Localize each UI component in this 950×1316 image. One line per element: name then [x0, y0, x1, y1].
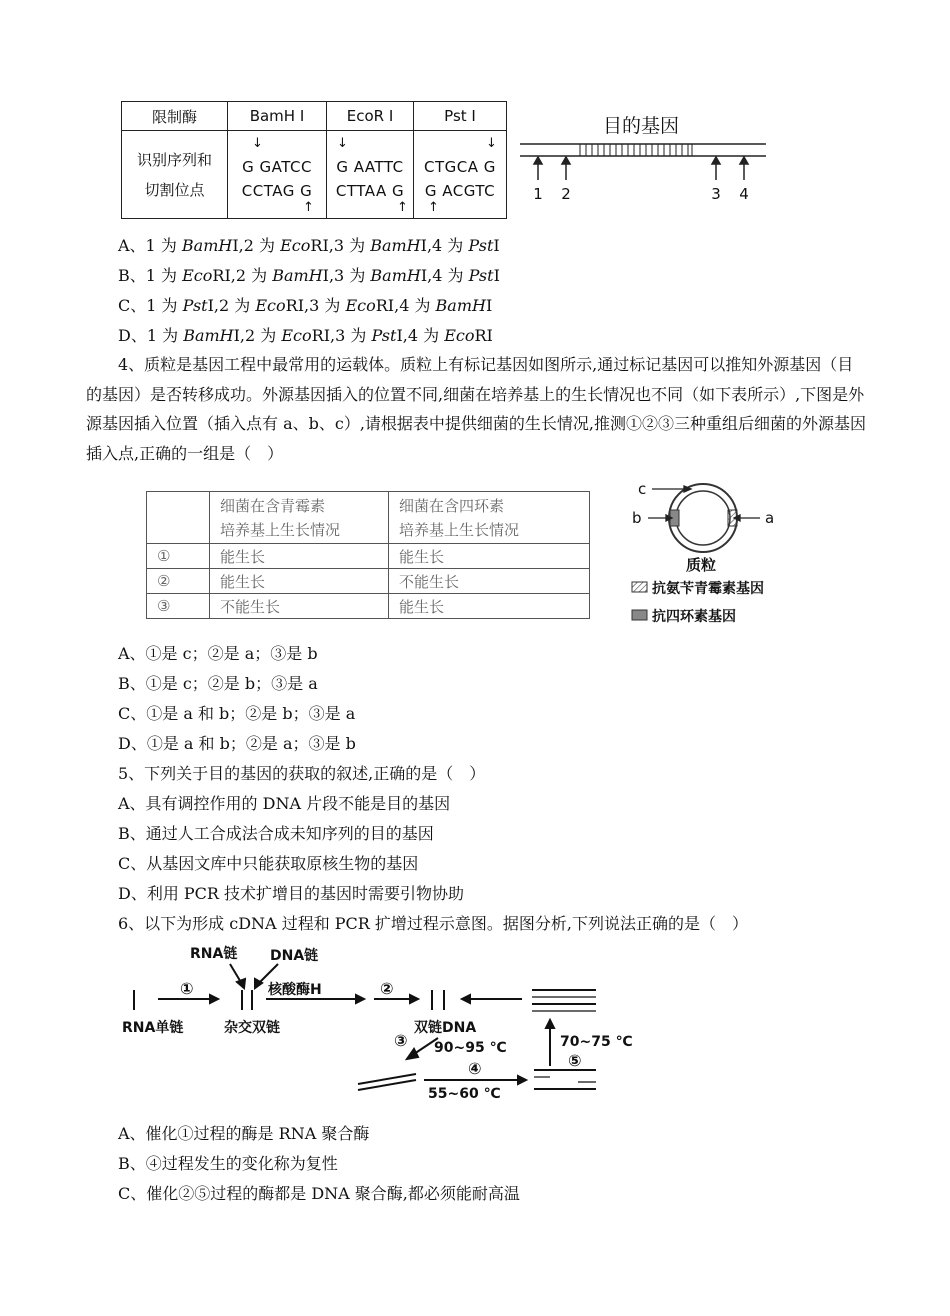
q3-option-d [118, 326, 493, 346]
plasmid-figure [628, 478, 818, 630]
option-text: RⅠ,2 为 [212, 266, 273, 285]
option-text: Ⅰ,2 为 [207, 296, 256, 315]
table-row [147, 569, 590, 594]
q3-option-c [118, 296, 492, 316]
q6-option-b: B、④过程发生的变化称为复性 [118, 1154, 338, 1173]
option-text: B、1 为 [118, 266, 183, 285]
q4-stem: 4、质粒是基因工程中最常用的运载体。质粒上有标记基因如图所示,通过标记基因可以推知外源基因（目的基因）是否转移成功。外源基因插入的位置不同,细菌在培养基上的生长情况也不同（如下表所示）,下图是外源基因插入位置（插入点有 a、b、c）,请根据表中提供细菌的生长情况,推测①②③三种重组后细菌的外源基因插入点,正确的一组是（ ） [86, 355, 867, 463]
enzyme-name: Pst [371, 326, 397, 345]
bamhi-seq-bottom: CCTAG G [241, 181, 313, 200]
enzyme-name: Pst [468, 236, 494, 255]
enzyme-name: Eco [280, 236, 311, 255]
cut-arrow-down-icon: ↓ [252, 136, 263, 151]
row-index: ② [147, 569, 210, 594]
option-text: RⅠ,3 为 [310, 236, 371, 255]
cut-arrow-up-icon: ↑ [303, 200, 314, 215]
bamhi-cell [228, 131, 327, 219]
psti-seq-top: CTGCA G [424, 157, 496, 176]
option-text: Ⅰ [485, 296, 493, 315]
q3-option-a [118, 236, 500, 256]
ecori-seq-bottom: CTTAA G [335, 181, 405, 200]
step-1-label: ① [180, 979, 194, 998]
option-text: RⅠ,3 为 [311, 326, 372, 345]
ecori-cell [327, 131, 414, 219]
rna-single-strand-label: RNA单链 [122, 1020, 184, 1036]
cdna-pcr-figure [118, 942, 643, 1110]
legend-amp-label: 抗氨苄青霉素基因 [652, 581, 764, 597]
enzyme-name: BamH [370, 236, 421, 255]
option-text: Ⅰ,4 为 [420, 266, 469, 285]
site-label: 4 [739, 185, 749, 203]
table-header-ecori: EcoR Ⅰ [327, 102, 414, 131]
q5-option-d: D、利用 PCR 技术扩增目的基因时需要引物协助 [118, 884, 465, 903]
enzyme-name: BamH [370, 266, 421, 285]
tetracycline-result: 不能生长 [389, 569, 590, 594]
penicillin-result: 能生长 [210, 544, 389, 569]
option-text: C、1 为 [118, 296, 183, 315]
bamhi-seq-top: G GATCC [242, 157, 312, 176]
penicillin-result: 能生长 [210, 569, 389, 594]
header-line: 细菌在含青霉素 [220, 496, 326, 515]
hybrid-duplex-label: 杂交双链 [224, 1020, 280, 1036]
growth-table [146, 491, 590, 619]
header-line: 培养基上生长情况 [220, 520, 341, 539]
enzyme-name: BamH [435, 296, 486, 315]
table-header-enzyme: 限制酶 [122, 102, 228, 131]
header-line: 培养基上生长情况 [399, 520, 520, 539]
q5-option-a: A、具有调控作用的 DNA 片段不能是目的基因 [118, 794, 451, 813]
option-text: D、1 为 [118, 326, 184, 345]
cut-arrow-down-icon: ↓ [337, 136, 348, 151]
option-text: RⅠ [474, 326, 493, 345]
option-text: Ⅰ,4 为 [420, 236, 469, 255]
q6-option-c: C、催化②⑤过程的酶都是 DNA 聚合酶,都必须能耐高温 [118, 1184, 520, 1203]
site-label: 1 [533, 185, 543, 203]
psti-cell [414, 131, 507, 219]
restriction-enzyme-table [121, 101, 507, 219]
temp-5-label: 70~75 ℃ [560, 1034, 633, 1050]
enzyme-name: BamH [183, 326, 234, 345]
table-header-bamhi: BamH Ⅰ [228, 102, 327, 131]
enzyme-name: Eco [345, 296, 376, 315]
q5-option-c: C、从基因文库中只能获取原核生物的基因 [118, 854, 419, 873]
header-line: 细菌在含四环素 [399, 496, 505, 515]
option-text: Ⅰ,4 为 [396, 326, 445, 345]
legend-tet-label: 抗四环素基因 [652, 609, 736, 625]
site-label: 2 [561, 185, 571, 203]
table-row [147, 594, 590, 619]
enzyme-name: Pst [182, 296, 208, 315]
q4-option-d: D、①是 a 和 b；②是 a；③是 b [118, 734, 356, 753]
nuclease-h-label: 核酸酶H [268, 982, 322, 998]
insertion-point-c: c [638, 480, 647, 498]
q4-option-c: C、①是 a 和 b；②是 b；③是 a [118, 704, 356, 723]
enzyme-name: Eco [255, 296, 286, 315]
target-gene-figure [518, 104, 768, 204]
dna-chain-label: DNA链 [270, 948, 319, 964]
q3-option-b [118, 266, 500, 286]
step-2-label: ② [380, 979, 394, 998]
temp-3-label: 90~95 ℃ [434, 1040, 507, 1056]
site-label: 3 [711, 185, 721, 203]
option-text: Ⅰ,2 为 [232, 236, 281, 255]
ecori-seq-top: G AATTC [336, 157, 404, 176]
row-index: ③ [147, 594, 210, 619]
ds-dna-label: 双链DNA [414, 1020, 477, 1036]
row-index: ① [147, 544, 210, 569]
q4-option-a: A、①是 c；②是 a；③是 b [118, 644, 318, 663]
insertion-point-b: b [632, 509, 642, 527]
q4-option-b: B、①是 c；②是 b；③是 a [118, 674, 318, 693]
option-text: RⅠ,3 为 [285, 296, 346, 315]
enzyme-name: Eco [444, 326, 475, 345]
enzyme-name: BamH [181, 236, 233, 255]
row-label-line-2: 切割位点 [144, 180, 205, 199]
plasmid-label: 质粒 [686, 556, 717, 574]
q6-option-a: A、催化①过程的酶是 RNA 聚合酶 [118, 1124, 370, 1143]
option-text: Ⅰ [493, 236, 500, 255]
cut-arrow-up-icon: ↑ [397, 200, 408, 215]
step-5-label: ⑤ [568, 1051, 582, 1070]
table-row-label [122, 131, 228, 219]
enzyme-name: Pst [468, 266, 494, 285]
option-text: Ⅰ,3 为 [322, 266, 371, 285]
rna-chain-label: RNA链 [190, 946, 238, 962]
option-text: A、1 为 [118, 236, 182, 255]
enzyme-name: BamH [272, 266, 323, 285]
target-gene-title: 目的基因 [603, 115, 680, 137]
row-label-line-1: 识别序列和 [136, 150, 212, 169]
growth-header-tetracycline [389, 492, 590, 544]
growth-table-corner [147, 492, 210, 544]
tetracycline-result: 能生长 [389, 594, 590, 619]
insertion-point-a: a [765, 509, 775, 527]
q5-stem: 5、下列关于目的基因的获取的叙述,正确的是（ ） [118, 764, 486, 783]
penicillin-result: 不能生长 [210, 594, 389, 619]
temp-4-label: 55~60 ℃ [428, 1086, 501, 1102]
tet-legend-swatch [632, 610, 647, 620]
table-header-psti: Pst Ⅰ [414, 102, 507, 131]
option-text: Ⅰ [493, 266, 500, 285]
q5-option-b: B、通过人工合成法合成未知序列的目的基因 [118, 824, 434, 843]
growth-header-penicillin [210, 492, 389, 544]
table-row [147, 544, 590, 569]
option-text: Ⅰ,2 为 [233, 326, 282, 345]
amp-legend-swatch [632, 582, 647, 592]
enzyme-name: Eco [281, 326, 312, 345]
step-4-label: ④ [468, 1059, 482, 1078]
tetracycline-result: 能生长 [389, 544, 590, 569]
step-3-label: ③ [394, 1031, 408, 1050]
cut-arrow-up-icon: ↑ [428, 200, 439, 215]
psti-seq-bottom: G ACGTC [424, 181, 496, 200]
q6-stem: 6、以下为形成 cDNA 过程和 PCR 扩增过程示意图。据图分析,下列说法正确的是（ ） [118, 914, 749, 933]
cut-arrow-down-icon: ↓ [486, 136, 497, 151]
option-text: RⅠ,4 为 [375, 296, 436, 315]
enzyme-name: Eco [182, 266, 213, 285]
